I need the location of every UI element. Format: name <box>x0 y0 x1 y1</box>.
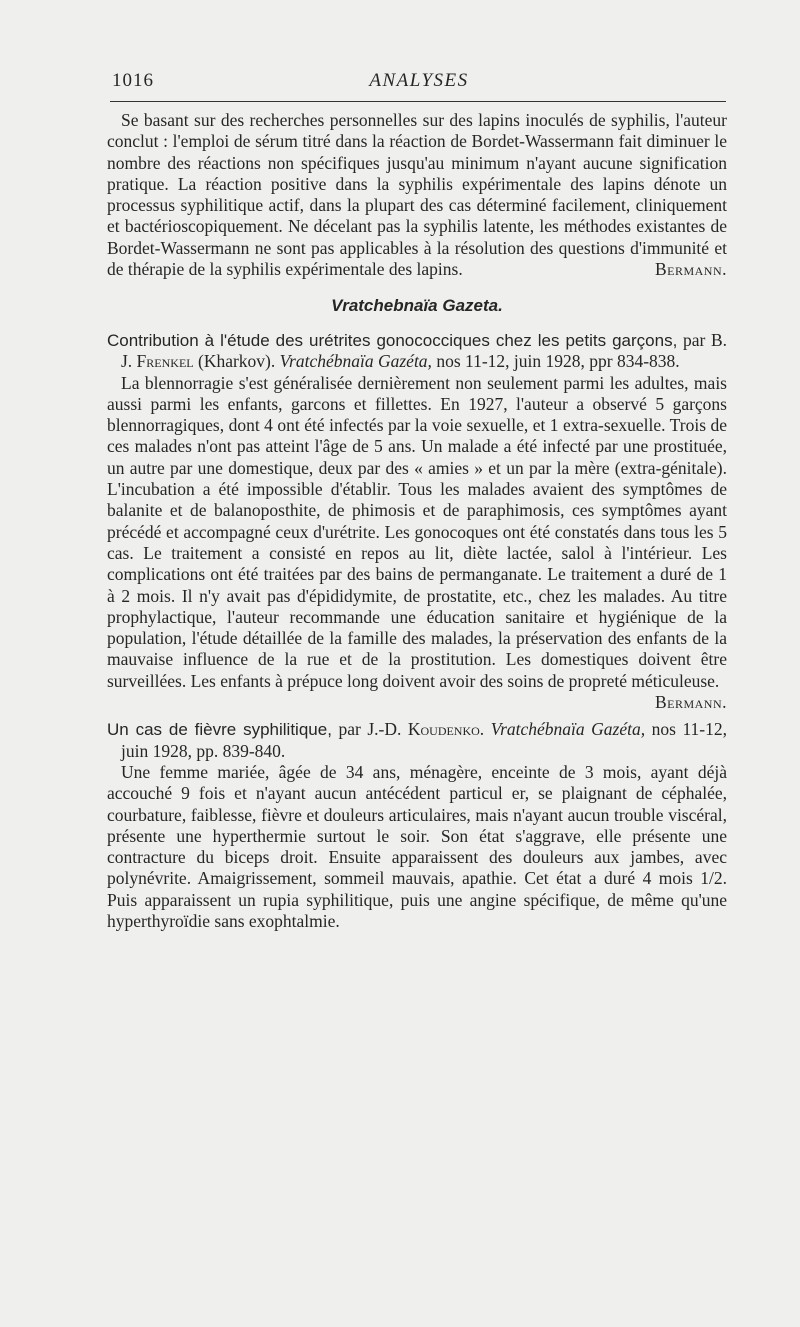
article-1-title: Contribution à l'étude des urétrites gonococciques chez les petits garçons, <box>107 330 678 350</box>
header-rule <box>110 101 726 102</box>
signature-1: Bermann. <box>654 259 727 280</box>
page-number: 1016 <box>112 70 154 91</box>
article-2-heading <box>107 719 727 762</box>
article-1-location: (Kharkov). <box>198 351 276 372</box>
article-1-by: par <box>682 329 706 350</box>
article-2-body: Une femme mariée, âgée de 34 ans, ménagère, enceinte de 3 mois, ayant déjà accouché 9 fois et n'ayant aucun antécédent particul er, se plaignant de céphalée, courbature, faiblesse, fièvre et douleurs articulaires, mais n'ayant aucun trouble viscéral, présente une hyperthermie surtout le soir. Son état s'aggrave, elle présente une contracture du biceps droit. Ensuite apparaissent des douleurs aux jambes, avec polynévrite. Amaigrissement, sommeil mauvais, apathie. Cet état a duré 4 mois 1/2. Puis apparaissent un rupia syphilitique, puis une angine spécifique, de même qu'une hyperthyroïdie sans exophtalmie. <box>107 761 727 931</box>
article-2-author: J.-D. Koudenko. <box>367 719 485 740</box>
article-2-ref: nos 11-12, juin 1928, pp. 839-840. <box>121 719 728 761</box>
article-2-by: par <box>338 719 361 740</box>
page-header <box>110 66 728 100</box>
article-1-author: B. J. Frenkel <box>121 329 727 372</box>
article-1-journal: Vratchébnaïa Gazéta, <box>279 351 432 372</box>
article-1-heading <box>107 330 727 373</box>
article-1-ref: nos 11-12, juin 1928, ppr 834-838. <box>436 351 680 372</box>
body-text <box>107 110 727 932</box>
signature-2: Bermann. <box>654 692 727 713</box>
section-title: Vratchebnaïa Gazeta. <box>331 295 503 315</box>
paragraph-intro: Se basant sur des recherches personnelles sur des lapins inoculés de syphilis, l'auteur conclut : l'emploi de sérum titré dans la réaction de Bordet-Wassermann fait diminuer le nombre des réactions non spécifiques jusqu'au minimum n'ayant aucune signification pratique. La réaction positive dans la syphilis expérimentale des lapins dénote un processus syphilitique actif, dans la plupart des cas déterminé facilement, cliniquement et bactérioscopiquement. Ne décelant pas la syphilis latente, les méthodes existantes de Bordet-Wassermann ne sont pas applicables à la résolution des questions d'immunité et de thérapie de la syphilis expérimentale des lapins. <box>107 110 727 280</box>
article-2-title: Un cas de fièvre syphilitique, <box>107 720 332 740</box>
article-2-journal: Vratchébnaïa Gazéta, <box>490 719 646 740</box>
running-title: ANALYSES <box>369 70 469 91</box>
article-1-body: La blennorragie s'est généralisée dernièrement non seulement parmi les adultes, mais aussi parmi les enfants, garcons et fillettes. En 1927, l'auteur a observé 5 garçons blennorragiques, dont 4 ont été infectés par la voie sexuelle, et 1 extra-sexuelle. Trois de ces malades n'ont pas atteint l'âge de 5 ans. Un malade a été infecté par une prostituée, un autre par une domestique, deux par des « amies » et un par la mère (extra-génitale). L'incubation a été impossible d'établir. Tous les malades avaient des symptômes de balanite et de balanoposthite, de phimosis et de paraphimosis, ces symptômes ayant précédé et accompagné ceux d'urétrite. Les gonocoques ont été constatés dans tous les 5 cas. Le traitement a consisté en repos au lit, diète lactée, salol à l'intérieur. Les complications ont été traitées par des bains de permanganate. Le traitement a duré de 1 à 2 mois. Il n'y avait pas d'épididymite, de prostatite, etc., chez les malades. Au titre prophylactique, l'auteur recommande une éducation sanitaire et hygiénique de la population, l'étude détaillée de la famille des malades, la préservation des enfants de la mauvaise influence de la rue et de la prostitution. Les domestiques doivent être surveillées. Les enfants à prépuce long doivent avoir des soins de propreté méticuleuse. <box>107 372 727 691</box>
